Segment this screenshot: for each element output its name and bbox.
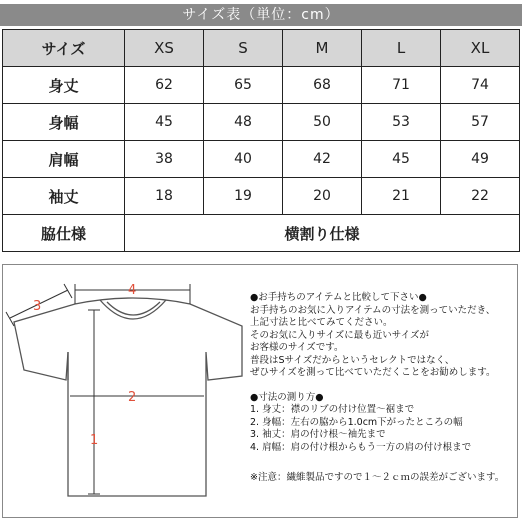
table-row-side-spec <box>3 215 520 252</box>
method-line: 3. 袖丈：肩の付け根～袖先まで <box>250 429 386 440</box>
page-title: サイズ表（単位：cm） <box>0 4 522 26</box>
table-header-row <box>3 30 520 67</box>
table-cell: 49 <box>441 141 520 178</box>
table-cell: 45 <box>125 104 204 141</box>
size-table <box>2 29 520 252</box>
table-cell: 62 <box>125 67 204 104</box>
table-row <box>3 67 520 104</box>
table-row <box>3 178 520 215</box>
table-cell: 68 <box>283 67 362 104</box>
method-line: 4. 肩幅：肩の付け根からもう一方の肩の付け根まで <box>250 441 472 453</box>
table-cell: 71 <box>362 67 441 104</box>
label-1: 1 <box>90 433 99 448</box>
row-label: 身丈 <box>3 67 125 104</box>
note-line: 上記寸法と比べてみてください。 <box>250 317 393 328</box>
row-label: 肩幅 <box>3 141 125 178</box>
note-line: お手持ちのお気に入りアイテムの寸法を測っていただき、 <box>250 304 496 316</box>
header-cell-m: M <box>283 30 362 67</box>
tshirt-diagram <box>0 268 245 518</box>
method-line: 2. 身幅：左右の脇から1.0cm下がったところの幅 <box>250 416 463 428</box>
table-cell: 40 <box>204 141 283 178</box>
table-cell: 38 <box>125 141 204 178</box>
row-label: 身幅 <box>3 104 125 141</box>
header-cell-xl: XL <box>441 30 520 67</box>
label-4: 4 <box>128 283 137 298</box>
note-line: ぜひサイズを測って比べていただくことをお勧めします。 <box>250 367 496 378</box>
header-cell-xs: XS <box>125 30 204 67</box>
label-3: 3 <box>33 299 42 314</box>
table-cell: 45 <box>362 141 441 178</box>
table-cell: 53 <box>362 104 441 141</box>
table-cell: 65 <box>204 67 283 104</box>
table-row <box>3 141 520 178</box>
table-cell: 18 <box>125 178 204 215</box>
row-label: 脇仕様 <box>3 215 125 252</box>
table-cell: 74 <box>441 67 520 104</box>
header-cell-s: S <box>204 30 283 67</box>
table-row <box>3 104 520 141</box>
note-line: お客様のサイズです。 <box>250 342 344 353</box>
side-spec-value: 横割り仕様 <box>125 215 520 252</box>
table-cell: 50 <box>283 104 362 141</box>
header-cell-size: サイズ <box>3 30 125 67</box>
table-cell: 20 <box>283 178 362 215</box>
caution-note: ※注意：繊維製品ですので１～２ｃｍの誤差がございます。 <box>250 472 505 483</box>
table-cell: 57 <box>441 104 520 141</box>
table-cell: 48 <box>204 104 283 141</box>
table-cell: 22 <box>441 178 520 215</box>
method-title: ●寸法の測り方● <box>250 391 324 403</box>
row-label: 袖丈 <box>3 178 125 215</box>
header-cell-l: L <box>362 30 441 67</box>
note-line: ●お手持ちのアイテムと比較して下さい● <box>250 292 427 303</box>
note-line: 普段はSサイズだからというセレクトではなく、 <box>250 354 455 366</box>
table-cell: 42 <box>283 141 362 178</box>
table-cell: 21 <box>362 178 441 215</box>
notes <box>250 292 520 485</box>
label-2: 2 <box>128 390 137 405</box>
note-line: そのお気に入りサイズに最も近いサイズが <box>250 329 429 341</box>
method-line: 1. 身丈：襟のリブの付け位置～裾まで <box>250 404 415 415</box>
table-cell: 19 <box>204 178 283 215</box>
